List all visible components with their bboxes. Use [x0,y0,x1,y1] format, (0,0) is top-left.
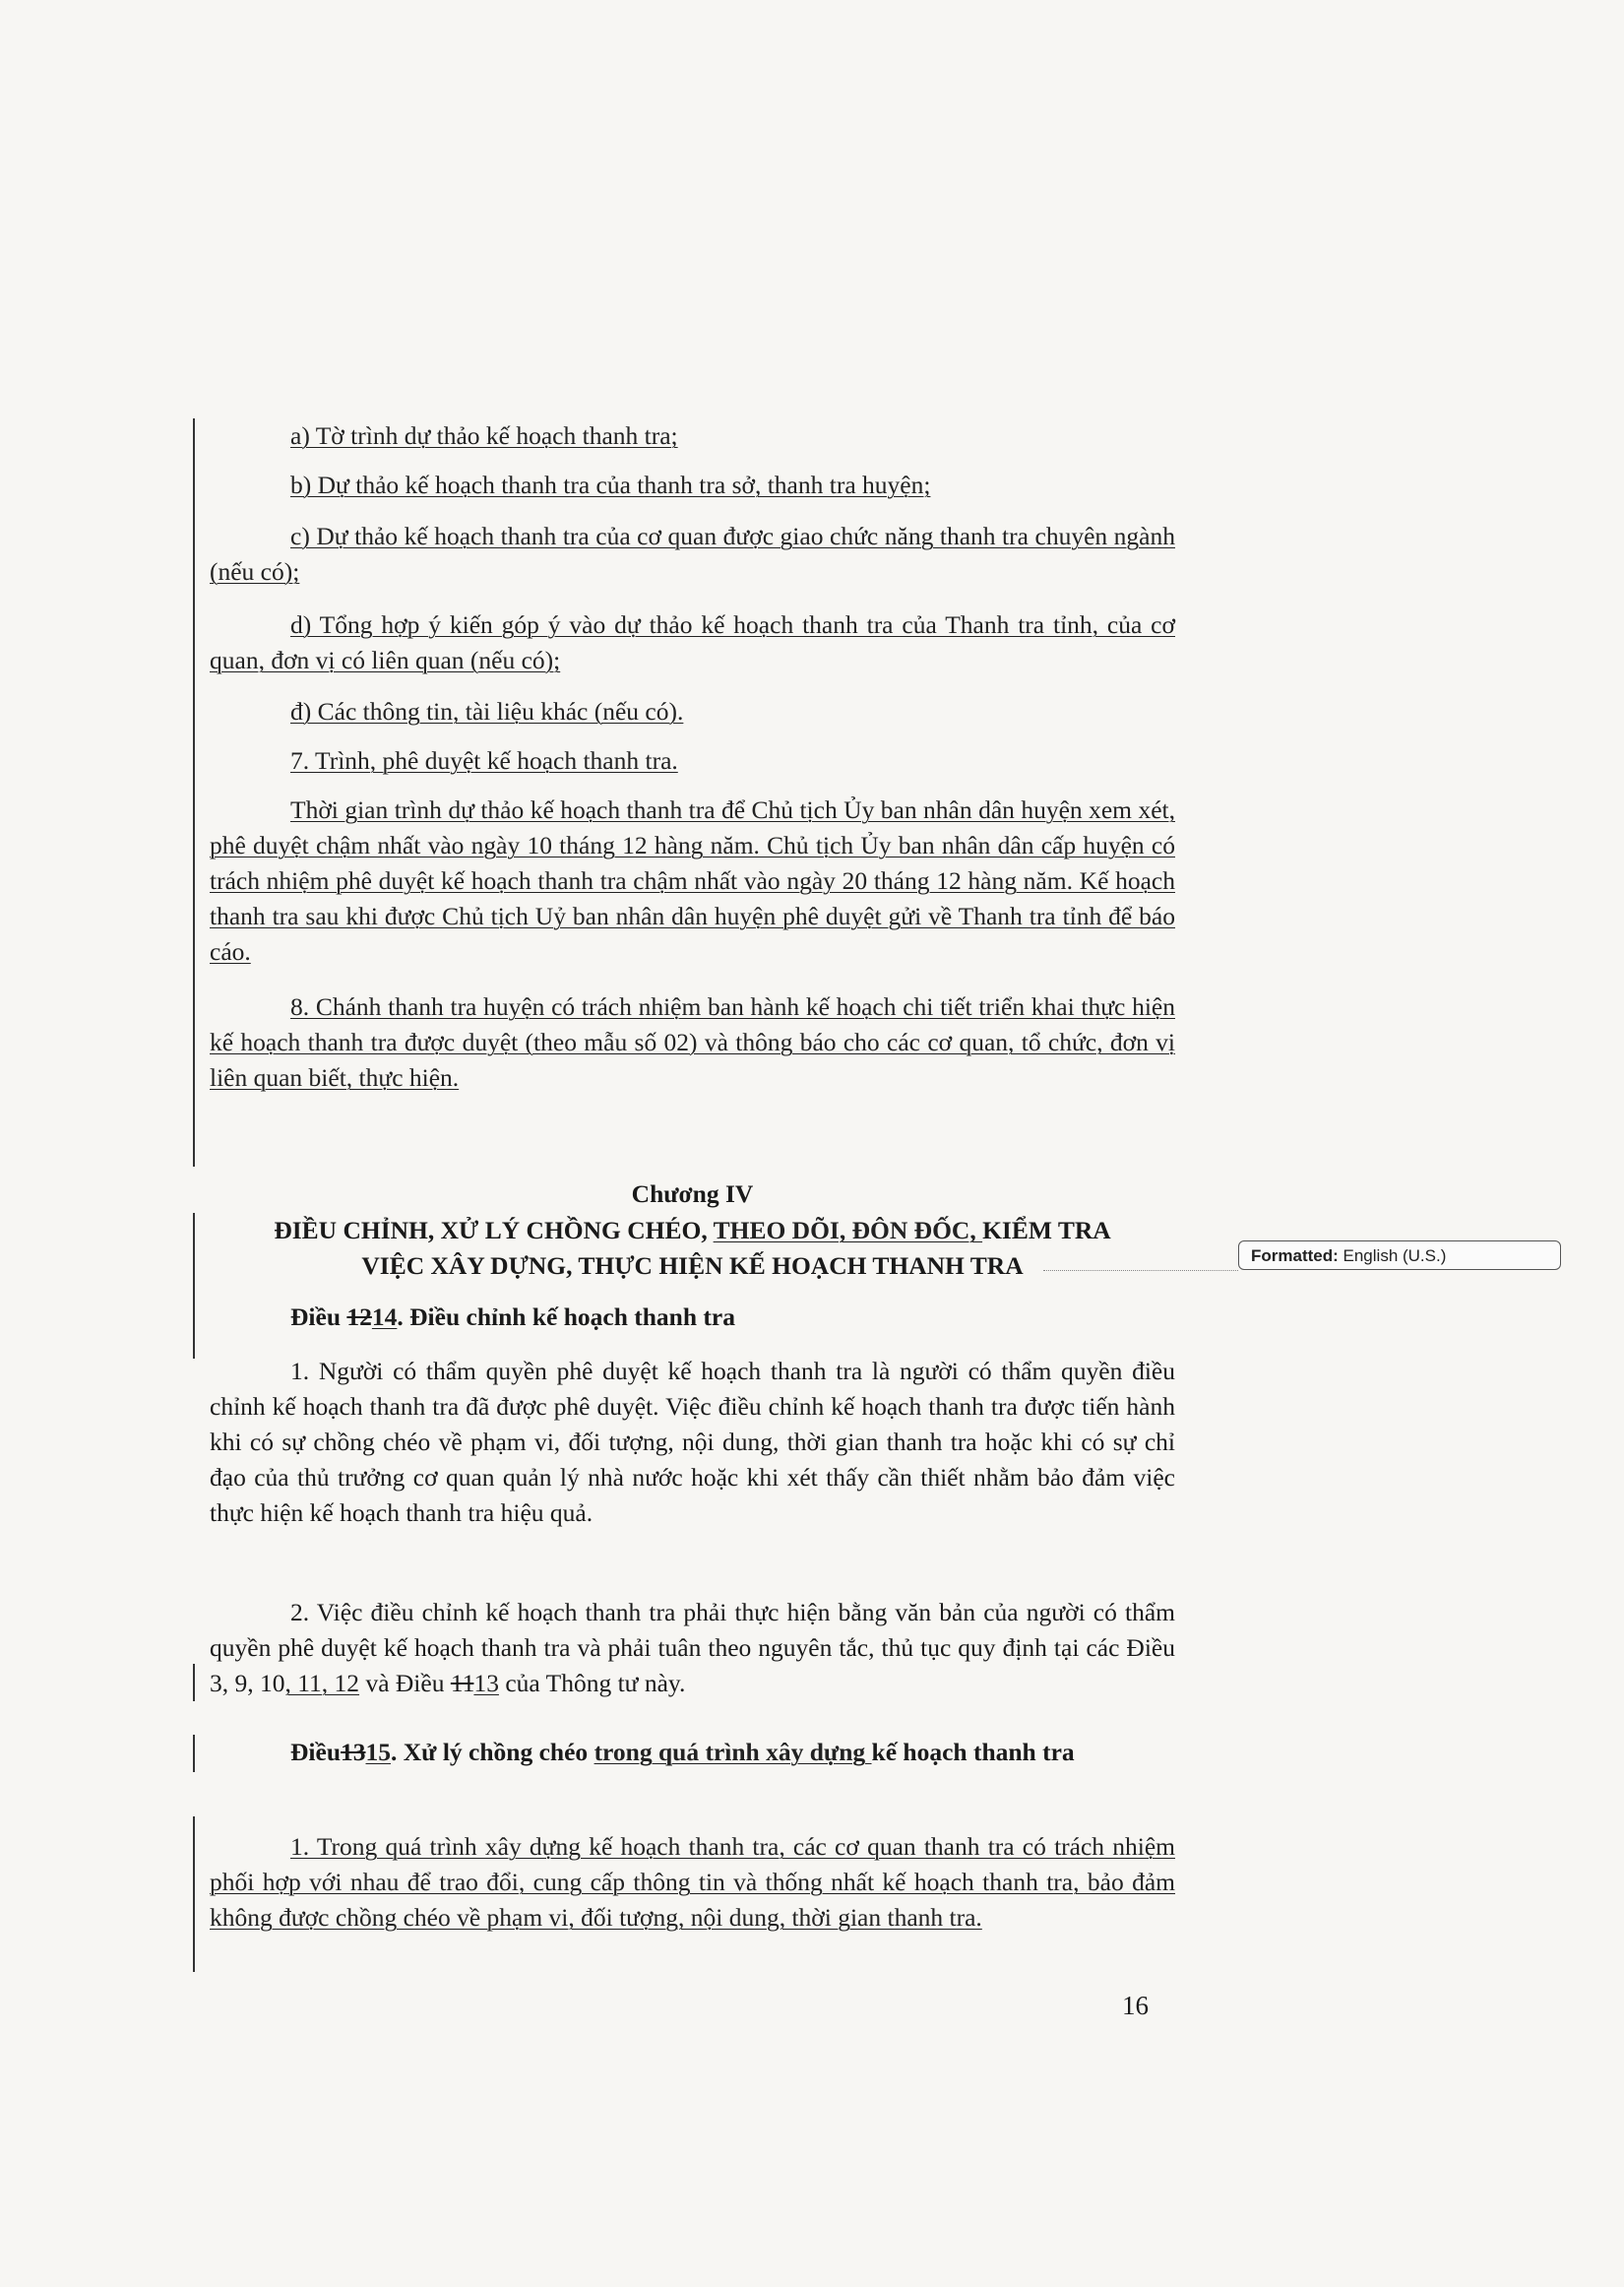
section-7-title: 7. Trình, phê duyệt kế hoạch thanh tra. [290,746,678,775]
change-bar [193,1213,195,1359]
item-dd: đ) Các thông tin, tài liệu khác (nếu có). [290,697,684,726]
comment-leader [1043,1270,1238,1271]
article-15-paragraph-1: 1. Trong quá trình xây dựng kế hoạch thanh tra, các cơ quan thanh tra có trách nhiệm phối hợp với nhau để trao đổi, cung cấp thông tin và thống nhất kế hoạch thanh tra, bảo đảm không được chồng chéo về phạm vi, đối tượng, nội dung, thời gian thanh tra. [210,1832,1175,1932]
chapter-subtitle-line-1: ĐIỀU CHỈNH, XỬ LÝ CHỒNG CHÉO, THEO DÕI, ĐÔN ĐỐC, KIỂM TRA [274,1216,1111,1244]
item-a: a) Tờ trình dự thảo kế hoạch thanh tra; [290,421,678,450]
change-bar [193,1735,195,1772]
article-15-heading: Điều1315. Xử lý chồng chéo trong quá trình xây dựng kế hoạch thanh tra [290,1738,1075,1766]
article-14-paragraph-1: 1. Người có thẩm quyền phê duyệt kế hoạch thanh tra là người có thẩm quyền điều chỉnh kế hoạch thanh tra đã được phê duyệt. Việc điều chỉnh kế hoạch thanh tra được tiến hành khi có sự chồng chéo về phạm vi, đối tượng, nội dung, thời gian thanh tra hoặc khi có sự chỉ đạo của thủ trưởng cơ quan quản lý nhà nước hoặc khi xét thấy cần thiết nhằm bảo đảm việc thực hiện kế hoạch thanh tra hiệu quả. [210,1357,1175,1527]
chapter-title: Chương IV [631,1179,754,1208]
change-bar [193,1816,195,1972]
item-d: d) Tổng hợp ý kiến góp ý vào dự thảo kế hoạch thanh tra của Thanh tra tỉnh, của cơ quan, đơn vị có liên quan (nếu có); [210,610,1175,674]
article-14-heading: Điều 1214. Điều chỉnh kế hoạch thanh tra [290,1302,735,1331]
section-7-body: Thời gian trình dự thảo kế hoạch thanh tra để Chủ tịch Ủy ban nhân dân huyện xem xét, phê duyệt chậm nhất vào ngày 10 tháng 12 hàng năm. Chủ tịch Ủy ban nhân dân cấp huyện có trách nhiệm phê duyệt kế hoạch thanh tra chậm nhất vào ngày 20 tháng 12 hàng năm. Kế hoạch thanh tra sau khi được Chủ tịch Uỷ ban nhân dân huyện phê duyệt gửi về Thanh tra tỉnh để báo cáo. [210,795,1175,966]
item-b: b) Dự thảo kế hoạch thanh tra của thanh tra sở, thanh tra huyện; [290,471,931,499]
chapter-subtitle-line-2: VIỆC XÂY DỰNG, THỰC HIỆN KẾ HOẠCH THANH TRA [361,1251,1024,1280]
section-8: 8. Chánh thanh tra huyện có trách nhiệm ban hành kế hoạch chi tiết triển khai thực hiện kế hoạch thanh tra được duyệt (theo mẫu số 02) và thông báo cho các cơ quan, tổ chức, đơn vị liên quan biết, thực hiện. [210,992,1175,1092]
item-c: c) Dự thảo kế hoạch thanh tra của cơ quan được giao chức năng thanh tra chuyên ngành (nếu có); [210,522,1175,586]
article-14-paragraph-2: 2. Việc điều chỉnh kế hoạch thanh tra phải thực hiện bằng văn bản của người có thẩm quyền phê duyệt kế hoạch thanh tra và phải tuân theo nguyên tắc, thủ tục quy định tại các Điều 3, 9, 10, 11, 12 và Điều 1113 của Thông tư này. [210,1598,1175,1697]
formatting-comment[interactable]: Formatted: English (U.S.) [1238,1240,1561,1270]
change-bar [193,1664,195,1701]
page-number: 16 [1122,1991,1149,2020]
change-bar [193,418,195,1167]
